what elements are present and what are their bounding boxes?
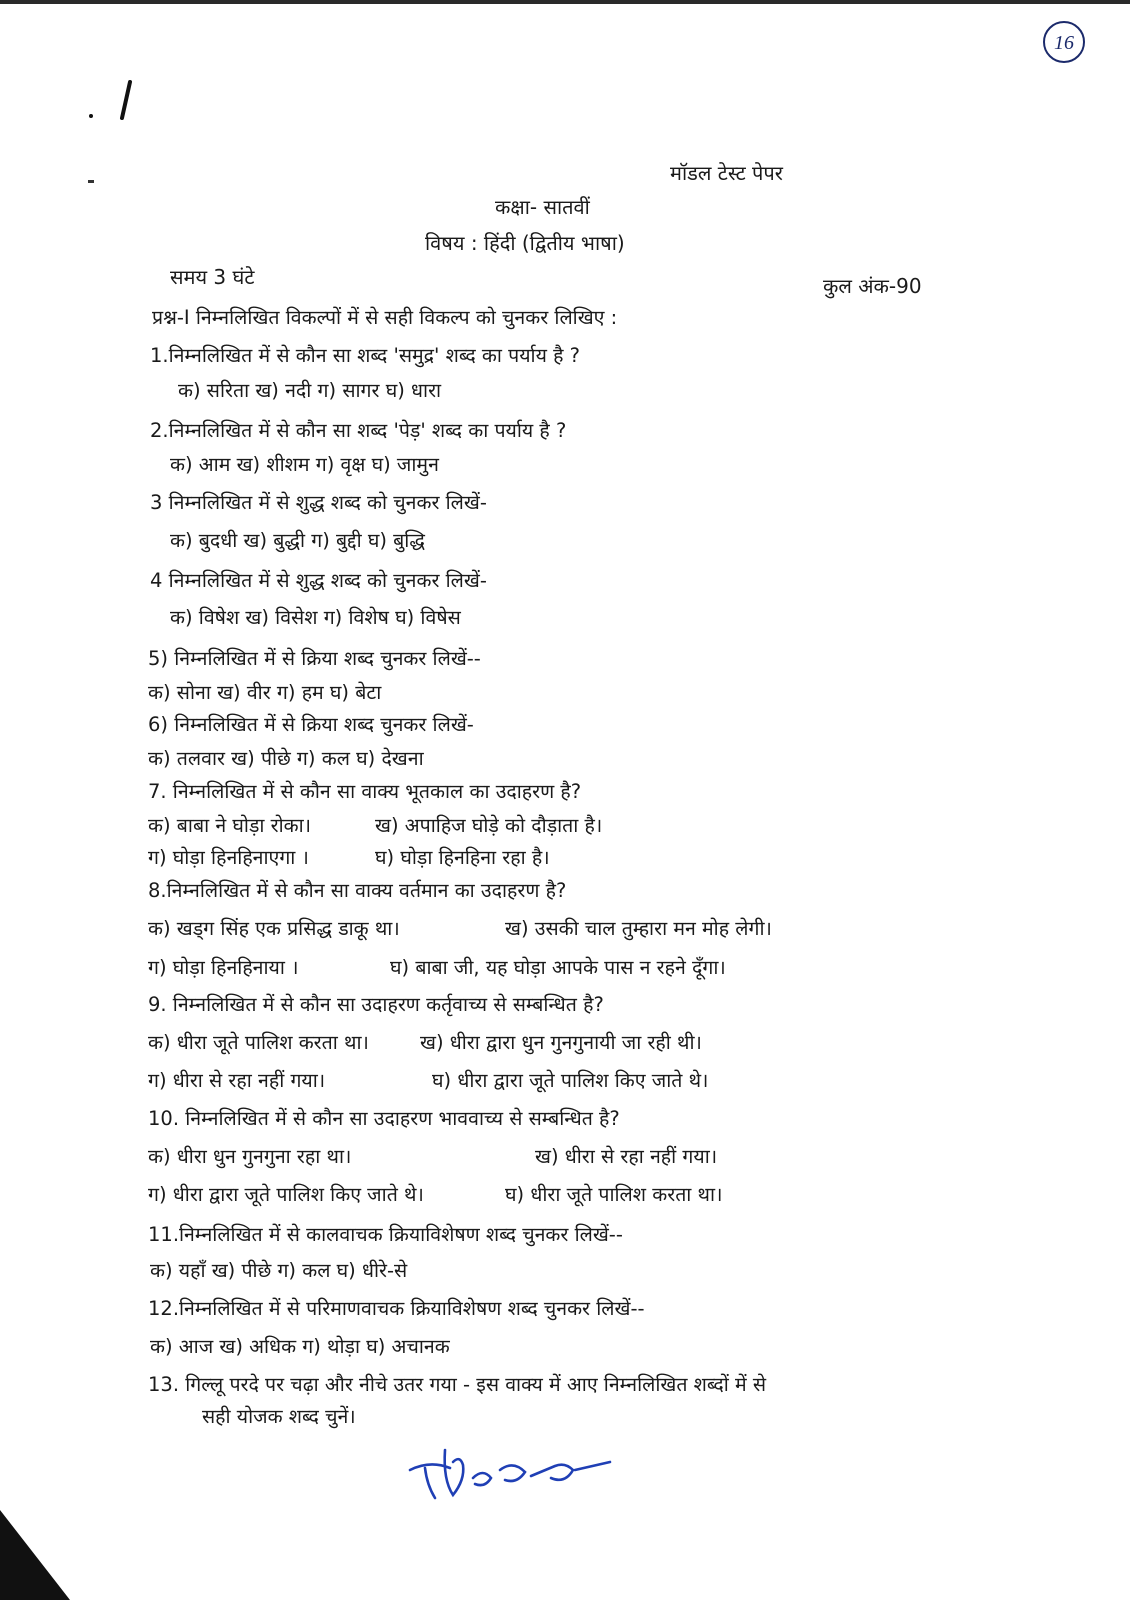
question-11: 11.निम्नलिखित में से कालवाचक क्रियाविशेषण शब्द चुनकर लिखें-- bbox=[148, 1223, 623, 1246]
question-3: 3 निम्नलिखित में से शुद्ध शब्द को चुनकर लिखें- bbox=[150, 491, 487, 514]
question-8-option-a: क) खड्ग सिंह एक प्रसिद्ध डाकू था। bbox=[148, 917, 400, 940]
question-9: 9. निम्नलिखित में से कौन सा उदाहरण कर्तृवाच्य से सम्बन्धित है? bbox=[148, 993, 604, 1016]
question-12: 12.निम्नलिखित में से परिमाणवाचक क्रियाविशेषण शब्द चुनकर लिखें-- bbox=[148, 1297, 645, 1320]
question-13-continuation: सही योजक शब्द चुनें। bbox=[202, 1405, 356, 1428]
question-8-option-d: घ) बाबा जी, यह घोड़ा आपके पास न रहने दूँगा। bbox=[390, 956, 726, 979]
question-10: 10. निम्नलिखित में से कौन सा उदाहरण भाववाच्य से सम्बन्धित है? bbox=[148, 1107, 620, 1130]
question-5-options: क) सोना ख) वीर ग) हम घ) बेटा bbox=[148, 681, 382, 704]
question-10-option-b: ख) धीरा से रहा नहीं गया। bbox=[535, 1145, 718, 1168]
question-8: 8.निम्नलिखित में से कौन सा वाक्य वर्तमान का उदाहरण है? bbox=[148, 879, 567, 902]
question-8-option-b: ख) उसकी चाल तुम्हारा मन मोह लेगी। bbox=[505, 917, 772, 940]
page-corner-fold bbox=[0, 1510, 70, 1600]
pen-stroke-mark bbox=[88, 78, 148, 128]
time-duration: समय 3 घंटे bbox=[170, 265, 255, 289]
class-line: कक्षा- सातवीं bbox=[495, 195, 590, 219]
page-number-text: 16 bbox=[1054, 32, 1074, 54]
total-marks: कुल अंक-90 bbox=[823, 274, 922, 298]
page-number-badge bbox=[1042, 20, 1086, 64]
question-10-option-a: क) धीरा धुन गुनगुना रहा था। bbox=[148, 1145, 352, 1168]
question-7-option-c: ग) घोड़ा हिनहिनाएगा । bbox=[148, 846, 309, 869]
question-4: 4 निम्नलिखित में से शुद्ध शब्द को चुनकर लिखें- bbox=[150, 569, 487, 592]
scan-dot bbox=[88, 180, 94, 183]
question-7: 7. निम्नलिखित में से कौन सा वाक्य भूतकाल का उदाहरण है? bbox=[148, 780, 582, 803]
question-3-options: क) बुदधी ख) बुद्धी ग) बुद्दी घ) बुद्धि bbox=[170, 529, 425, 552]
subject-line: विषय : हिंदी (द्वितीय भाषा) bbox=[425, 231, 625, 255]
question-8-option-c: ग) घोड़ा हिनहिनाया । bbox=[148, 956, 299, 979]
question-9-option-c: ग) धीरा से रहा नहीं गया। bbox=[148, 1069, 326, 1092]
question-4-options: क) विषेश ख) विसेश ग) विशेष घ) विषेस bbox=[170, 606, 461, 629]
question-5: 5) निम्नलिखित में से क्रिया शब्द चुनकर लिखें-- bbox=[148, 647, 481, 670]
question-1-options: क) सरिता ख) नदी ग) सागर घ) धारा bbox=[178, 379, 442, 402]
question-2-options: क) आम ख) शीशम ग) वृक्ष घ) जामुन bbox=[170, 453, 439, 476]
question-6: 6) निम्नलिखित में से क्रिया शब्द चुनकर लिखें- bbox=[148, 713, 474, 736]
question-9-option-a: क) धीरा जूते पालिश करता था। bbox=[148, 1031, 369, 1054]
paper-title: मॉडल टेस्ट पेपर bbox=[670, 161, 783, 185]
question-11-options: क) यहाँ ख) पीछे ग) कल घ) धीरे-से bbox=[150, 1259, 408, 1282]
handwritten-signature bbox=[405, 1440, 635, 1510]
question-7-option-b: ख) अपाहिज घोड़े को दौड़ाता है। bbox=[375, 814, 603, 837]
question-10-option-c: ग) धीरा द्वारा जूते पालिश किए जाते थे। bbox=[148, 1183, 424, 1206]
question-7-option-a: क) बाबा ने घोड़ा रोका। bbox=[148, 814, 312, 837]
question-7-option-d: घ) घोड़ा हिनहिना रहा है। bbox=[375, 846, 550, 869]
question-12-options: क) आज ख) अधिक ग) थोड़ा घ) अचानक bbox=[150, 1335, 450, 1358]
question-6-options: क) तलवार ख) पीछे ग) कल घ) देखना bbox=[148, 747, 424, 770]
section-heading: प्रश्न-I निम्नलिखित विकल्पों में से सही विकल्प को चुनकर लिखिए : bbox=[152, 306, 618, 329]
question-9-option-d: घ) धीरा द्वारा जूते पालिश किए जाते थे। bbox=[432, 1069, 709, 1092]
question-13: 13. गिल्लू परदे पर चढ़ा और नीचे उतर गया - इस वाक्य में आए निम्नलिखित शब्दों में से bbox=[148, 1373, 767, 1396]
question-10-option-d: घ) धीरा जूते पालिश करता था। bbox=[505, 1183, 723, 1206]
question-1: 1.निम्नलिखित में से कौन सा शब्द 'समुद्र' शब्द का पर्याय है ? bbox=[150, 344, 580, 367]
question-2: 2.निम्नलिखित में से कौन सा शब्द 'पेड़' शब्द का पर्याय है ? bbox=[150, 419, 567, 442]
question-9-option-b: ख) धीरा द्वारा धुन गुनगुनायी जा रही थी। bbox=[420, 1031, 702, 1054]
scan-edge bbox=[0, 0, 1130, 4]
